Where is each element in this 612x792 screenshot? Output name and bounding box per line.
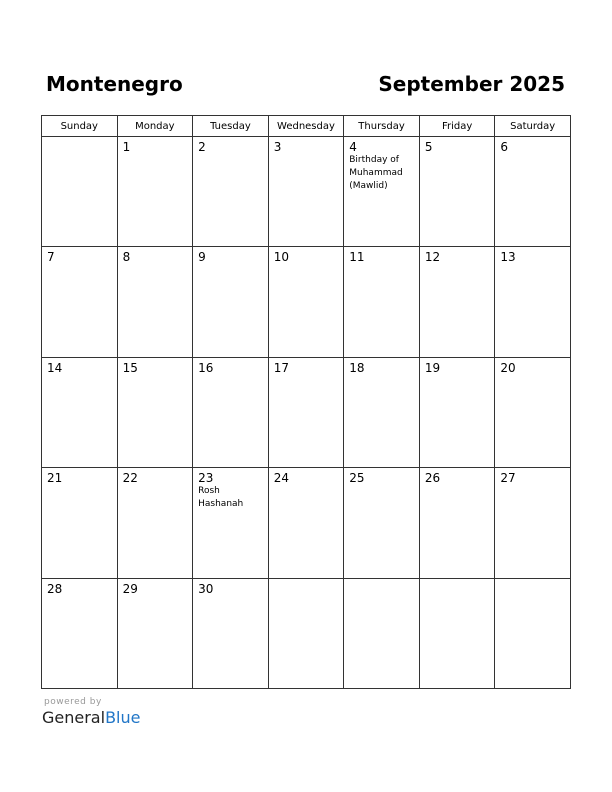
day-cell [193,247,269,357]
week-row [42,137,571,247]
day-number: 30 [198,581,214,596]
day-cell [193,137,269,247]
generalblue-logo[interactable] [42,708,140,727]
calendar-title-month: September 2025 [378,72,565,96]
day-cell [117,357,193,467]
day-cell [495,578,571,688]
weekday-header: Sunday [42,116,118,137]
day-cell [42,357,118,467]
weekday-header-row [42,116,571,137]
day-cell [419,357,495,467]
weekday-header: Tuesday [193,116,269,137]
day-cell [42,578,118,688]
day-number: 4 [349,140,357,154]
weekday-header: Monday [117,116,193,137]
day-cell [344,357,420,467]
day-cell [268,468,344,578]
day-cell [42,137,118,247]
day-cell [117,247,193,357]
day-cell [495,137,571,247]
calendar-title-country: Montenegro [46,72,183,96]
day-cell [117,137,193,247]
day-cell [344,247,420,357]
day-number [42,137,117,140]
day-cell [42,468,118,578]
day-cell [495,247,571,357]
day-number: 5 [424,140,433,154]
week-row [42,578,571,688]
day-number: 19 [424,360,441,375]
day-number [269,579,344,582]
day-number: 27 [500,471,516,486]
day-number: 1 [122,140,131,154]
day-number: 3 [273,140,282,154]
day-cell [495,468,571,578]
day-cell [344,137,420,247]
day-cell [419,247,495,357]
day-number: 26 [424,471,441,486]
logo-text-blue: Blue [105,708,141,727]
day-number: 2 [198,140,206,154]
week-row [42,357,571,467]
weekday-header: Saturday [495,116,571,137]
day-number: 23 [198,471,214,486]
day-number [420,579,495,582]
day-number: 14 [47,360,63,375]
weekday-header: Thursday [344,116,420,137]
day-cell [117,578,193,688]
day-number: 15 [122,360,138,375]
day-number: 7 [47,250,55,265]
day-cell [419,578,495,688]
day-cell [193,578,269,688]
day-cell [268,357,344,467]
week-row [42,468,571,578]
day-number: 29 [122,581,138,596]
day-cell [117,468,193,578]
day-number: 18 [349,360,365,375]
weekday-header: Wednesday [268,116,344,137]
holiday-event: Birthday of Muhammad (Mawlid) [349,155,403,191]
day-number: 21 [47,471,63,486]
day-number: 28 [47,581,63,596]
day-number: 22 [122,471,138,486]
powered-by-text: powered by [44,697,102,707]
day-cell [495,357,571,467]
day-cell [268,247,344,357]
day-cell [42,247,118,357]
calendar-grid [41,115,571,689]
day-number: 12 [424,250,441,265]
day-number: 8 [122,250,131,265]
day-cell [193,357,269,467]
day-cell [419,137,495,247]
day-cell [419,468,495,578]
weekday-header: Friday [419,116,495,137]
day-number: 20 [500,360,516,375]
day-number: 9 [198,250,206,265]
day-cell [344,468,420,578]
holiday-event: Rosh Hashanah [198,486,244,510]
day-cell [268,578,344,688]
day-number: 24 [273,471,289,486]
day-number: 17 [273,360,289,375]
day-number: 13 [500,250,516,265]
day-cell [344,578,420,688]
day-number: 6 [500,140,509,154]
day-cell [268,137,344,247]
day-number: 10 [273,250,289,265]
day-number [344,579,419,582]
day-number [495,579,570,582]
logo-text-general: General [42,708,106,727]
day-cell [193,468,269,578]
day-number: 11 [349,250,365,265]
day-number: 16 [198,360,214,375]
week-row [42,247,571,357]
day-number: 25 [349,471,365,486]
